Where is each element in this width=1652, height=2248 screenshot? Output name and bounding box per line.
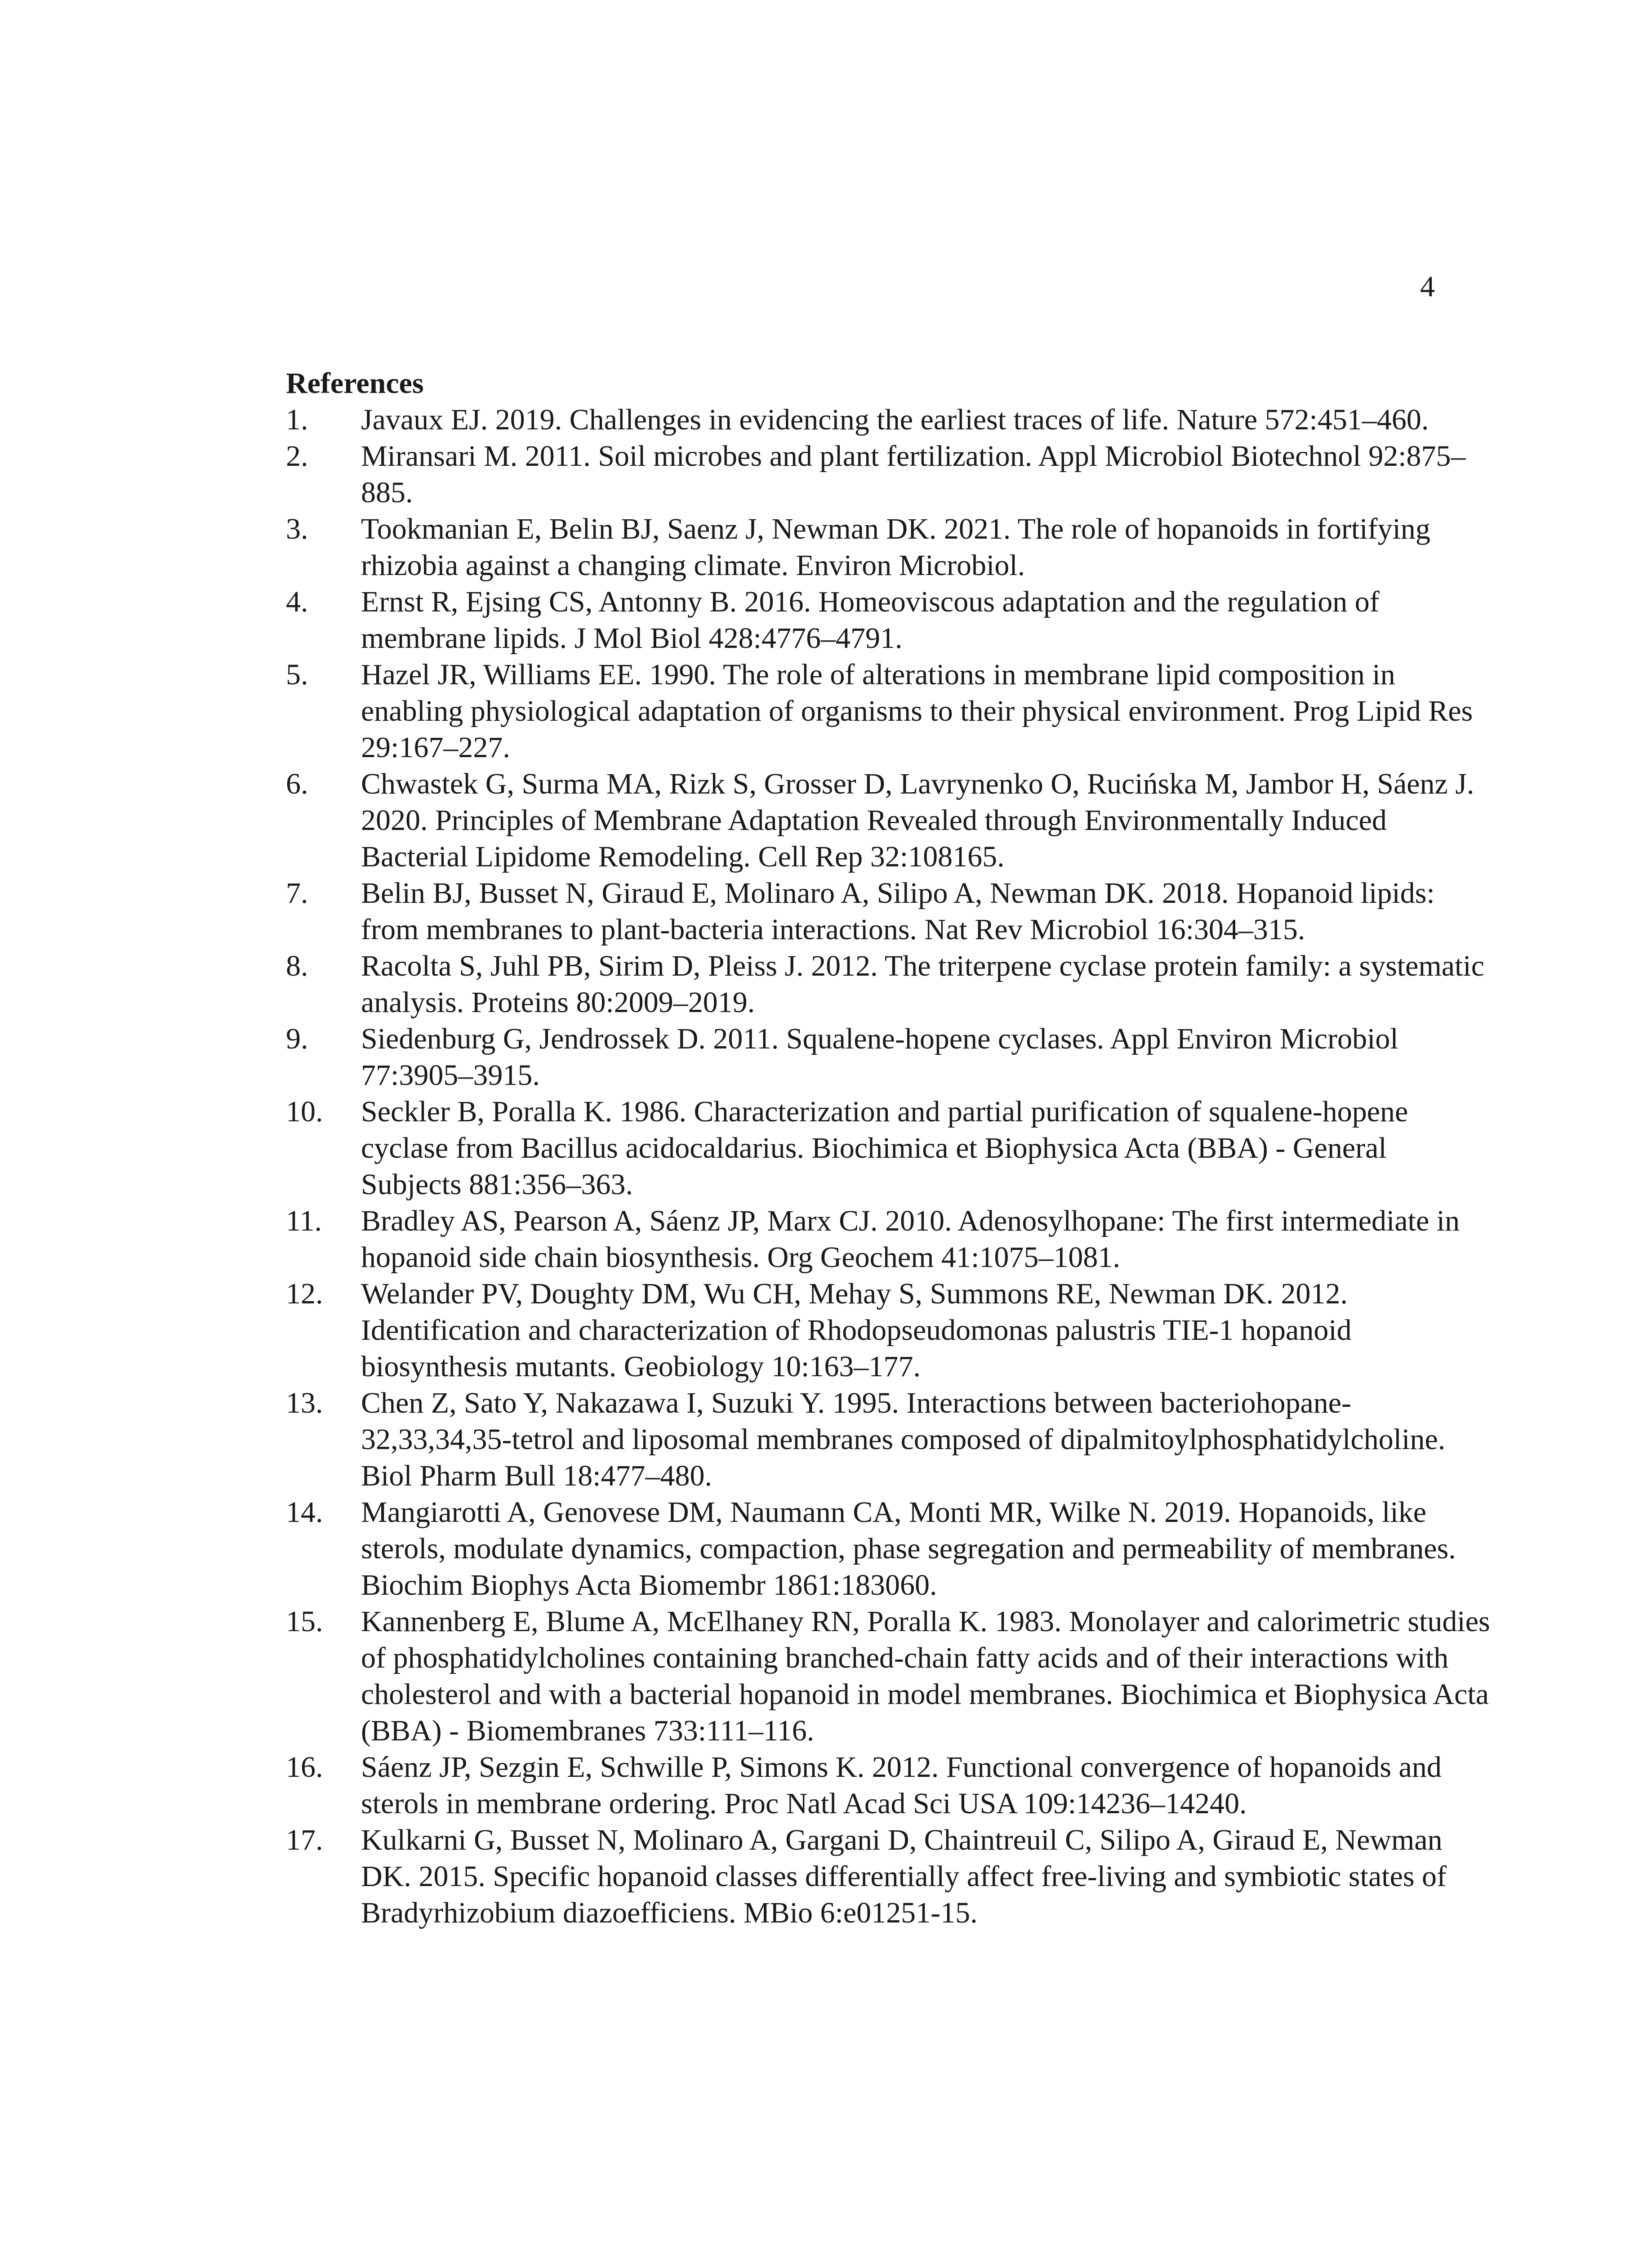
page-number: 4 <box>1420 270 1435 303</box>
reference-number: 9. <box>286 1022 308 1055</box>
reference-text: Tookmanian E, Belin BJ, Saenz J, Newman DK. 2021. The role of hopanoids in fortifying rhizobia against a changing climate. Environ Microbiol. <box>361 513 1430 582</box>
reference-text: Belin BJ, Busset N, Giraud E, Molinaro A, Silipo A, Newman DK. 2018. Hopanoid lipids: from membranes to plant-bacteria interactions. Nat Rev Microbiol 16:304–315. <box>361 877 1435 946</box>
reference-text: Sáenz JP, Sezgin E, Schwille P, Simons K. 2012. Functional convergence of hopanoids and sterols in membrane ordering. Proc Natl Acad Sci USA 109:14236–14240. <box>361 1751 1442 1820</box>
reference-number: 6. <box>286 767 308 800</box>
references-heading: References <box>286 367 424 400</box>
reference-item <box>286 511 1491 584</box>
reference-item <box>286 1203 1491 1276</box>
reference-item <box>286 1822 1491 1931</box>
reference-text: Siedenburg G, Jendrossek D. 2011. Squalene-hopene cyclases. Appl Environ Microbiol 77:3905–3915. <box>361 1022 1398 1092</box>
reference-item <box>286 1385 1491 1494</box>
reference-number: 17. <box>286 1824 323 1856</box>
reference-text: Ernst R, Ejsing CS, Antonny B. 2016. Homeoviscous adaptation and the regulation of membrane lipids. J Mol Biol 428:4776–4791. <box>361 585 1380 655</box>
reference-number: 5. <box>286 658 308 691</box>
references-section <box>286 365 1491 1931</box>
reference-text: Welander PV, Doughty DM, Wu CH, Mehay S, Summons RE, Newman DK. 2012. Identification and characterization of Rhodopseudomonas palustris TIE-1 hopanoid biosynthesis mutants. Geobiology 10:163–177. <box>361 1277 1352 1383</box>
reference-item <box>286 656 1491 766</box>
reference-item <box>286 948 1491 1021</box>
reference-number: 14. <box>286 1496 323 1529</box>
reference-text: Mangiarotti A, Genovese DM, Naumann CA, Monti MR, Wilke N. 2019. Hopanoids, like sterols, modulate dynamics, compaction, phase segregation and permeability of membranes. Biochim Biophys Acta Biomembr 1861:183060. <box>361 1496 1456 1601</box>
reference-number: 4. <box>286 585 308 618</box>
reference-text: Hazel JR, Williams EE. 1990. The role of alterations in membrane lipid composition in enabling physiological adaptation of organisms to their physical environment. Prog Lipid Res 29:167–227. <box>361 658 1473 764</box>
reference-number: 15. <box>286 1605 323 1638</box>
reference-number: 10. <box>286 1095 323 1128</box>
reference-item <box>286 438 1491 511</box>
reference-number: 1. <box>286 403 308 436</box>
reference-number: 8. <box>286 950 308 982</box>
reference-text: Chen Z, Sato Y, Nakazawa I, Suzuki Y. 1995. Interactions between bacteriohopane-32,33,34,35-tetrol and liposomal membranes composed of dipalmitoylphosphatidylcholine. Biol Pharm Bull 18:477–480. <box>361 1387 1446 1492</box>
reference-number: 3. <box>286 513 308 545</box>
reference-item <box>286 1093 1491 1203</box>
reference-item <box>286 1603 1491 1749</box>
reference-number: 2. <box>286 440 308 473</box>
reference-number: 12. <box>286 1277 323 1310</box>
reference-item <box>286 1276 1491 1385</box>
reference-text: Kannenberg E, Blume A, McElhaney RN, Poralla K. 1983. Monolayer and calorimetric studies of phosphatidylcholines containing branched-chain fatty acids and of their interactions with cholesterol and with a bacterial hopanoid in model membranes. Biochimica et Biophysica Acta (BBA) - Biomembranes 733:111–116. <box>361 1605 1490 1747</box>
reference-text: Seckler B, Poralla K. 1986. Characterization and partial purification of squalene-hopene cyclase from Bacillus acidocaldarius. Biochimica et Biophysica Acta (BBA) - General Subjects 881:356–363. <box>361 1095 1408 1201</box>
reference-item <box>286 1749 1491 1822</box>
reference-item <box>286 875 1491 948</box>
reference-number: 16. <box>286 1751 323 1784</box>
reference-number: 11. <box>286 1204 322 1237</box>
reference-text: Kulkarni G, Busset N, Molinaro A, Gargani D, Chaintreuil C, Silipo A, Giraud E, Newman DK. 2015. Specific hopanoid classes differentially affect free-living and symbiotic states of Bradyrhizobium diazoefficiens. MBio 6:e01251-15. <box>361 1824 1447 1929</box>
reference-text: Chwastek G, Surma MA, Rizk S, Grosser D, Lavrynenko O, Rucińska M, Jambor H, Sáenz J. 2020. Principles of Membrane Adaptation Revealed through Environmentally Induced Bacterial Lipidome Remodeling. Cell Rep 32:108165. <box>361 767 1474 873</box>
reference-item <box>286 401 1491 438</box>
reference-text: Racolta S, Juhl PB, Sirim D, Pleiss J. 2012. The triterpene cyclase protein family: a systematic analysis. Proteins 80:2009–2019. <box>361 950 1485 1019</box>
reference-number: 13. <box>286 1387 323 1419</box>
reference-list <box>286 401 1491 1931</box>
reference-item <box>286 584 1491 656</box>
reference-text: Javaux EJ. 2019. Challenges in evidencing the earliest traces of life. Nature 572:451–460. <box>361 403 1429 436</box>
reference-item <box>286 1021 1491 1093</box>
reference-text: Miransari M. 2011. Soil microbes and plant fertilization. Appl Microbiol Biotechnol 92:875–885. <box>361 440 1466 509</box>
reference-item <box>286 1494 1491 1603</box>
reference-text: Bradley AS, Pearson A, Sáenz JP, Marx CJ. 2010. Adenosylhopane: The first intermediate in hopanoid side chain biosynthesis. Org Geochem 41:1075–1081. <box>361 1204 1460 1274</box>
reference-number: 7. <box>286 877 308 910</box>
reference-item <box>286 766 1491 875</box>
